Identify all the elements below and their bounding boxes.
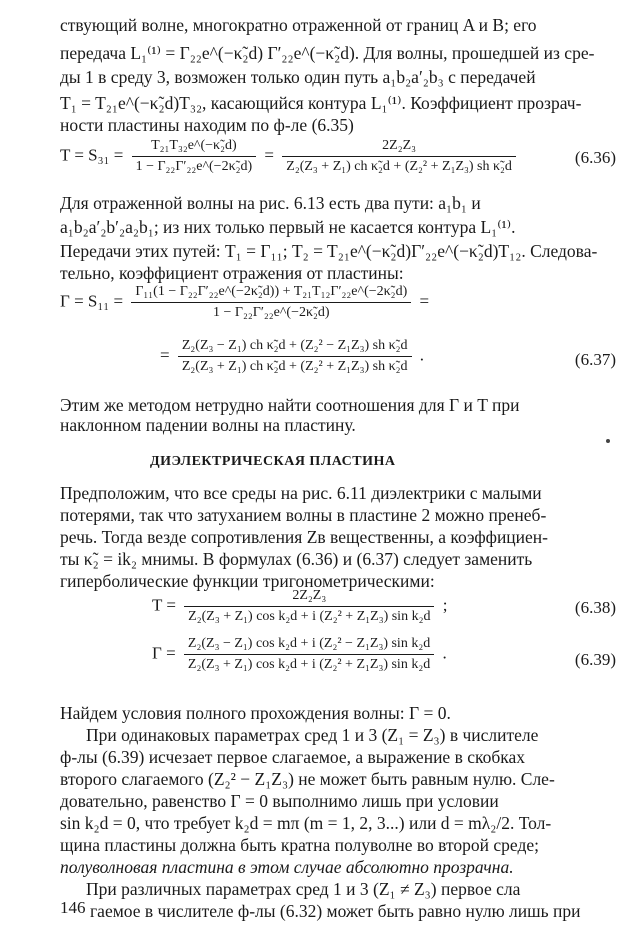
- fraction-numerator: T₂₁T₃₂e^(−κ̃₂d): [151, 138, 237, 153]
- text-line: тельно, коэффициент отражения от пластины:: [60, 263, 404, 283]
- fraction-numerator: Z₂(Z₃ − Z₁) ch κ̃₂d + (Z₂² − Z₁Z₃) sh κ̃₂d: [181, 338, 408, 353]
- text-line: ствующий волне, многократно отраженной от границ A и B; его: [60, 15, 537, 35]
- print-speck: [606, 439, 610, 443]
- text-line: При одинаковых параметрах сред 1 и 3 (Z₁ = Z₃) в числителе: [86, 725, 539, 745]
- eq-lhs: Γ = S₁₁ =: [60, 291, 124, 311]
- fraction-denominator: Z₂(Z₃ + Z₁) ch κ̃₂d + (Z₂² + Z₁Z₃) sh κ̃₂d: [282, 156, 516, 175]
- text-line: ности пластины находим по ф-ле (6.35): [60, 115, 354, 135]
- fraction: [184, 588, 434, 625]
- eq-lhs: =: [160, 345, 170, 365]
- fraction-denominator: 1 − Γ₂₂Γ′₂₂e^(−2κ̃₂d): [132, 156, 257, 175]
- fraction: [178, 338, 412, 375]
- fraction: [132, 138, 257, 175]
- text-line: Передачи этих путей: T₁ = Γ₁₁; T₂ = T₂₁e^(−κ̃₂d)Γ′₂₂e^(−κ̃₂d)T₁₂. Следова-: [60, 241, 598, 261]
- equation-6-38: [152, 588, 572, 625]
- text-line: наклонном падении волны на пластину.: [60, 415, 356, 435]
- equation-6-36: [60, 138, 620, 175]
- fraction-denominator: Z₂(Z₃ + Z₁) ch κ̃₂d + (Z₂² + Z₁Z₃) sh κ̃₂d: [178, 356, 412, 375]
- fraction-numerator: Γ₁₁(1 − Γ₂₂Γ′₂₂e^(−2κ̃₂d)) + T₂₁T₁₂Γ′₂₂e^(−2κ̃₂d): [135, 284, 408, 299]
- equation-6-37-part1: [60, 284, 620, 321]
- text-line: щина пластины должна быть кратна полуволне во второй среде;: [60, 835, 539, 855]
- fraction-numerator: Z₂(Z₃ − Z₁) cos k₂d + i (Z₂² − Z₁Z₃) sin k₂d: [187, 636, 431, 651]
- eq-tail: =: [419, 291, 430, 311]
- text-line: T₁ = T₂₁e^(−κ̃₂d)T₃₂, касающийся контура L₁⁽¹⁾. Коэффициент прозрач-: [60, 93, 582, 113]
- equation-number: (6.38): [574, 598, 616, 617]
- eq-lhs: T =: [152, 595, 176, 615]
- text-line: гаемое в числителе ф-лы (6.32) может быть равно нулю лишь при: [90, 901, 581, 921]
- text-line: ф-лы (6.39) исчезает первое слагаемое, а выражение в скобках: [60, 747, 525, 767]
- text-line: a₁b₂a′₂b′₂a₂b₁; из них только первый не касается контура L₁⁽¹⁾.: [60, 217, 516, 237]
- section-heading: ДИЭЛЕКТРИЧЕСКАЯ ПЛАСТИНА: [150, 454, 396, 469]
- eq-tail: .: [419, 345, 425, 365]
- equation-6-37-part2: [160, 338, 580, 375]
- equation-6-39: [152, 636, 572, 673]
- fraction: [131, 284, 411, 321]
- equation-number: (6.39): [574, 650, 616, 669]
- fraction-denominator: Z₂(Z₃ + Z₁) cos k₂d + i (Z₂² + Z₁Z₃) sin k₂d: [184, 654, 434, 673]
- equation-number: (6.37): [574, 350, 616, 369]
- fraction-denominator: 1 − Γ₂₂Γ′₂₂e^(−2κ̃₂d): [131, 302, 411, 321]
- text-line: Предположим, что все среды на рис. 6.11 диэлектрики с малыми: [60, 483, 542, 503]
- text-line: sin k₂d = 0, что требует k₂d = mπ (m = 1, 2, 3...) или d = mλ₂/2. Тол-: [60, 813, 552, 833]
- fraction-numerator: 2Z₂Z₃: [382, 138, 417, 153]
- text-line: ды 1 в среду 3, возможен только один путь a₁b₂a′₂b₃ с передачей: [60, 67, 536, 87]
- fraction-denominator: Z₂(Z₃ + Z₁) cos k₂d + i (Z₂² + Z₁Z₃) sin k₂d: [184, 606, 434, 625]
- eq-tail: .: [442, 643, 447, 663]
- text-line-italic: полуволновая пластина в этом случае абсолютно прозрачна.: [60, 857, 514, 877]
- text-line: гиперболические функции тригонометрическими:: [60, 571, 435, 591]
- text-line: Найдем условия полного прохождения волны: Γ = 0.: [60, 703, 451, 723]
- text-line: передача L₁⁽¹⁾ = Γ₂₂e^(−κ̃₂d) Γ′₂₂e^(−κ̃₂d). Для волны, прошедшей из сре-: [60, 43, 595, 63]
- text-line: Этим же методом нетрудно найти соотношения для Γ и T при: [60, 395, 520, 415]
- text-line: речь. Тогда везде сопротивления Zв вещественны, а коэффициен-: [60, 527, 549, 547]
- text-line: Для отраженной волны на рис. 6.13 есть два пути: a₁b₁ и: [60, 193, 481, 213]
- text-line: довательно, равенство Γ = 0 выполнимо лишь при условии: [60, 791, 499, 811]
- equation-number: (6.36): [574, 148, 616, 167]
- fraction-numerator: 2Z₂Z₃: [292, 588, 327, 603]
- eq-lhs: T = S₃₁ =: [60, 145, 124, 165]
- text-line: потерями, так что затуханием волны в пластине 2 можно пренеб-: [60, 505, 547, 525]
- fraction: [282, 138, 516, 175]
- text-line: При различных параметрах сред 1 и 3 (Z₁ ≠ Z₃) первое сла: [86, 879, 521, 899]
- text-line: ты κ̃₂ = ik₂ мнимы. В формулах (6.36) и (6.37) следует заменить: [60, 549, 533, 569]
- eq-lhs: Γ =: [152, 643, 176, 663]
- eq-sign: =: [264, 145, 275, 165]
- eq-tail: ;: [442, 595, 448, 615]
- text-line: второго слагаемого (Z₂² − Z₁Z₃) не может быть равным нулю. Сле-: [60, 769, 555, 789]
- page-number: 146: [60, 898, 86, 917]
- fraction: [184, 636, 434, 673]
